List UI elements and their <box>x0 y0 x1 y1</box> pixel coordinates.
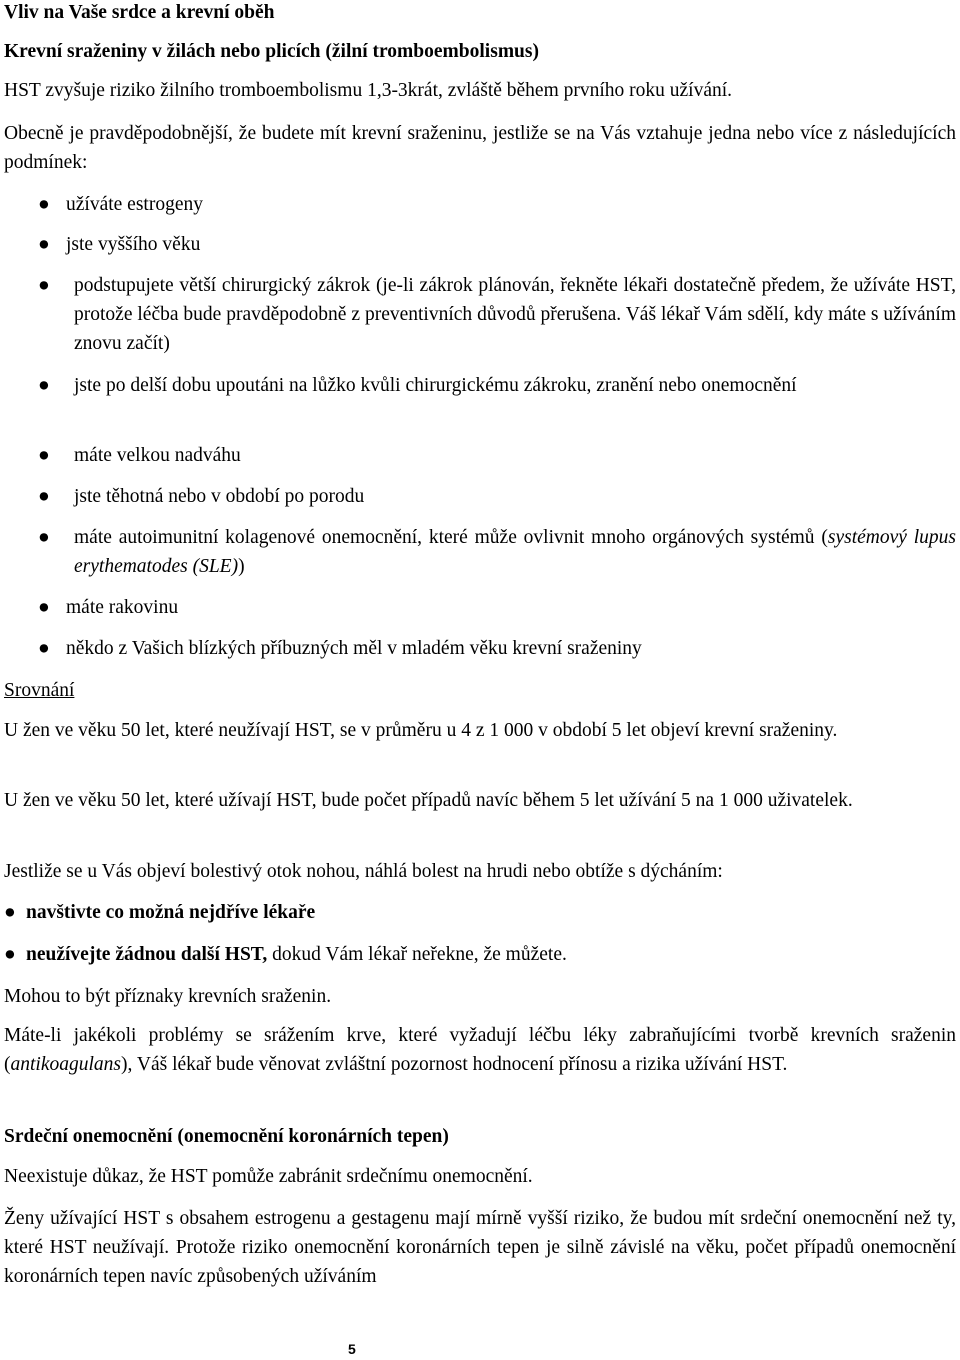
bullet-icon: ● <box>38 275 50 296</box>
page-number: 5 <box>348 1341 356 1357</box>
paragraph-symptoms: Jestliže se u Vás objeví bolestivý otok nohou, náhlá bolest na hrudi nebo obtíže s dýcháním: <box>4 861 723 882</box>
subheading-blood-clots: Krevní sraženiny v žilách nebo plicích (žilní tromboembolismus) <box>4 41 539 62</box>
subheading-heart-disease: Srdeční onemocnění (onemocnění koronárních tepen) <box>4 1126 449 1147</box>
bullet-icon: ● <box>38 234 50 255</box>
paragraph-comparison-no-hrt: U žen ve věku 50 let, které neužívají HST, se v průměru u 4 z 1 000 v období 5 let objeví krevní sraženiny. <box>4 720 838 741</box>
bullet-icon: ● <box>4 902 16 923</box>
list-item-condition: ● jste vyššího věku <box>4 230 960 259</box>
action-item-stop-hrt: ● neužívejte žádnou další HST, dokud Vám lékař neřekne, že můžete. <box>4 940 960 969</box>
bullet-icon: ● <box>4 944 16 965</box>
list-item-condition: ● někdo z Vašich blízkých příbuzných měl v mladém věku krevní sraženiny <box>4 634 960 663</box>
paragraph-comparison-hrt: U žen ve věku 50 let, které užívají HST, bude počet případů navíc během 5 let užívání 5 na 1 000 uživatelek. <box>4 790 853 811</box>
paragraph-heart-no-evidence: Neexistuje důkaz, že HST pomůže zabránit srdečnímu onemocnění. <box>4 1166 533 1187</box>
action-item-see-doctor: ● navštivte co možná nejdříve lékaře <box>4 898 960 927</box>
bullet-icon: ● <box>38 638 50 659</box>
list-item-condition: ● podstupujete větší chirurgický zákrok (je-li zákrok plánován, řekněte lékaři dostatečně předem, že užíváte HST, protože léčba bude pravděpodobně z preventivních důvodů přerušena. Váš lékař Vám sdělí, kdy máte s užíváním znovu začít) <box>4 271 956 358</box>
section-heading-heart-circulation: Vliv na Vaše srdce a krevní oběh <box>4 2 275 23</box>
paragraph-risk: HST zvyšuje riziko žilního tromboembolismu 1,3-3krát, zvláště během prvního roku užívání. <box>4 80 733 101</box>
list-item-condition: ● jste těhotná nebo v období po porodu <box>4 482 944 511</box>
list-item-condition: ● užíváte estrogeny <box>4 190 960 219</box>
bullet-icon: ● <box>38 527 50 548</box>
list-item-condition: ● máte velkou nadváhu <box>4 441 944 470</box>
paragraph-signs: Mohou to být příznaky krevních sraženin. <box>4 986 332 1007</box>
paragraph-heart-risk: Ženy užívající HST s obsahem estrogenu a gestagenu mají mírně vyšší riziko, že budou mít srdeční onemocnění než ty, které HST neužívají. Protože riziko onemocnění koronárních tepen je silně závislé na věku, počet případů onemocnění koronárních tepen navíc způsobených užíváním <box>4 1208 956 1287</box>
list-item-condition: ● jste po delší dobu upoutáni na lůžko kvůli chirurgickému zákroku, zranění nebo onemocnění <box>4 371 956 400</box>
paragraph-anticoagulants: Máte-li jakékoli problémy se srážením krve, které vyžadují léčbu léky zabraňujícími tvorbě krevních sraženin (antikoagulans), Váš lékař bude věnovat zvláštní pozornost hodnocení přínosu a rizika užívání HST. <box>4 1025 956 1075</box>
bullet-icon: ● <box>38 194 50 215</box>
bullet-icon: ● <box>38 445 50 466</box>
bullet-icon: ● <box>38 486 50 507</box>
list-item-condition: ● máte rakovinu <box>4 593 960 622</box>
heading-comparison: Srovnání <box>4 680 75 701</box>
bullet-icon: ● <box>38 597 50 618</box>
bullet-icon: ● <box>38 375 50 396</box>
paragraph-conditions-intro: Obecně je pravděpodobnější, že budete mít krevní sraženinu, jestliže se na Vás vztahuje jedna nebo více z následujících podmínek: <box>4 123 956 173</box>
list-item-condition-sle: ● máte autoimunitní kolagenové onemocnění, které může ovlivnit mnoho orgánových systémů (systémový lupus erythematodes (SLE)) <box>4 523 956 581</box>
